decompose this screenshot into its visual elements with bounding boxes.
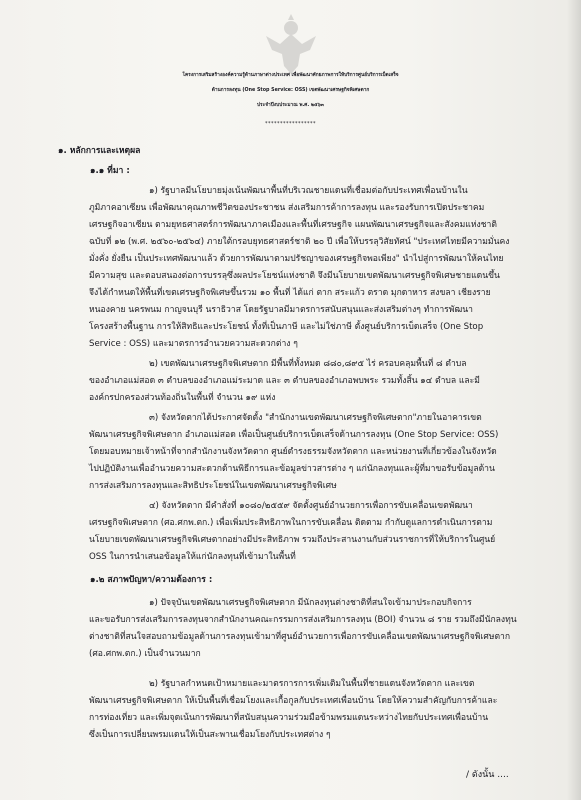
- para1-line: ๑) รัฐบาลมีนโยบายมุ่งเน้นพัฒนาพื้นที่บริเวณชายแดนที่เชื่อมต่อกับประเทศเพื่อนบ้านใน: [149, 186, 468, 196]
- para3-line: พัฒนาเศรษฐกิจพิเศษตาก อำเภอแม่สอด เพื่อเป็นศูนย์บริการเบ็ดเสร็จด้านการลงทุน (One Stop Service: OSS): [89, 430, 499, 440]
- sub11-heading: ๑.๑ ที่มา :: [90, 166, 130, 176]
- para6-line: ซึ่งเป็นการเปลี่ยนพรมแดนให้เป็นสะพานเชื่อมโยงกับประเทศต่าง ๆ: [89, 730, 331, 740]
- para1-line: Service : OSS) และมาตรการอำนวยความสะดวกต่าง ๆ: [89, 339, 298, 349]
- sub12-heading: ๑.๒ สภาพปัญหา/ความต้องการ :: [90, 575, 213, 585]
- para4-line: นโยบายเขตพัฒนาเศรษฐกิจพิเศษตากอย่างมีประสิทธิภาพ รวมถึงประสานงานกับส่วนราชการที่ให้บริการในศูนย์: [89, 535, 496, 545]
- para2-line: องค์กรปกครองส่วนท้องถิ่นในพื้นที่ จำนวน ๑๙ แห่ง: [89, 393, 276, 403]
- para4-line: เศรษฐกิจพิเศษตาก (ศอ.ศกพ.ตก.) เพื่อเพิ่มประสิทธิภาพในการขับเคลื่อน ติดตาม กำกับดูแลการดำเนินการตาม: [89, 518, 493, 528]
- para5-line: (ศอ.ศกพ.ตก.) เป็นจำนวนมาก: [89, 649, 201, 659]
- para3-line: การส่งเสริมการลงทุนและสิทธิประโยชน์ในเขตพัฒนาเศรษฐกิจพิเศษ: [89, 481, 337, 491]
- section1-heading: ๑. หลักการและเหตุผล: [58, 146, 141, 156]
- garuda-emblem-icon: [262, 14, 320, 78]
- doc-title-line-3: ประจำปีงบประมาณ พ.ศ. ๒๕๖๓: [257, 103, 324, 108]
- para1-line: หนองคาย นครพนม กาญจนบุรี นราธิวาส โดยรัฐบาลมีมาตรการสนับสนุนและส่งเสริมต่างๆ ทำการพัฒนา: [89, 305, 473, 315]
- title-separator-stars: *****************: [265, 121, 316, 127]
- para6-line: ๒) รัฐบาลกำหนดเป้าหมายและมาตรการการเพิ่มเติมในพื้นที่ชายแดนจังหวัดตาก และเขต: [149, 679, 475, 689]
- para5-line: ๑) ปัจจุบันเขตพัฒนาเศรษฐกิจพิเศษตาก มีนักลงทุนต่างชาติที่สนใจเข้ามาประกอบกิจการ: [149, 598, 472, 608]
- para5-line: และขอรับการส่งเสริมการลงทุนจากสำนักงานคณะกรรมการส่งเสริมการลงทุน (BOI) จำนวน ๘ ราย รวมถึงมีนักลงทุน: [89, 615, 517, 625]
- para1-line: มีความสุข และตอบสนองต่อการบรรลุซึ่งผลประโยชน์แห่งชาติ จึงมีนโยบายเขตพัฒนาเศรษฐกิจพิเศษชายแดนขึ้น: [89, 271, 500, 281]
- para3-line: ไปปฏิบัติงานเพื่ออำนวยความสะดวกด้านพิธีการและข้อมูลข่าวสารต่าง ๆ แก่นักลงทุนและผู้ที่มาขอรับข้อมูลด้าน: [89, 464, 495, 474]
- para6-line: พัฒนาเศรษฐกิจพิเศษตาก ให้เป็นพื้นที่เชื่อมโยงและเกื้อกูลกับประเทศเพื่อนบ้าน โดยให้ความสำคัญกับการค้าและ: [89, 696, 498, 706]
- para4-line: ๔) จังหวัดตาก มีคำสั่งที่ ๑๐๘๐/๒๕๕๙ จัดตั้งศูนย์อำนวยการเพื่อการขับเคลื่อนเขตพัฒนา: [149, 501, 473, 511]
- para1-line: ภูมิภาคอาเซียน เพื่อพัฒนาคุณภาพชีวิตของประชาชน ส่งเสริมการค้าการลงทุน และรองรับการเปิดประชาคม: [89, 203, 485, 213]
- para3-line: ๓) จังหวัดตากได้ประกาศจัดตั้ง "สำนักงานเขตพัฒนาเศรษฐกิจพิเศษตาก"ภายในอาคารเขต: [149, 413, 482, 423]
- para2-line: ๒) เขตพัฒนาเศรษฐกิจพิเศษตาก มีพื้นที่ทั้งหมด ๘๘๐,๘๙๕ ไร่ ครอบคลุมพื้นที่ ๘ ตำบล: [149, 359, 467, 369]
- para1-line: มั่งคั่ง ยั่งยืน เป็นประเทศพัฒนาแล้ว ด้วยการพัฒนาตามปรัชญาของเศรษฐกิจพอเพียง" นำไปสู่การพัฒนาให้คนไทย: [89, 254, 504, 264]
- doc-title-line-1: โครงการเสริมสร้างองค์ความรู้ด้านภาษาต่างประเทศ เพื่อพัฒนาศักยภาพการให้บริการศูนย์บริการเบ็ดเสร็จ: [182, 73, 399, 78]
- para1-line: จึงได้กำหนดให้พื้นที่เขตเศรษฐกิจพิเศษขึ้นรวม ๑๐ พื้นที่ ได้แก่ ตาก สระแก้ว ตราด มุกดาหาร สงขลา เชียงราย: [89, 288, 491, 298]
- para1-line: โครงสร้างพื้นฐาน การให้สิทธิและประโยชน์ ทั้งที่เป็นภาษี และไม่ใช่ภาษี ตั้งศูนย์บริการเบ็ดเสร็จ (One Stop: [89, 322, 484, 332]
- para2-line: ของอำเภอแม่สอด ๓ ตำบลของอำเภอแม่ระมาด และ ๓ ตำบลของอำเภอพบพระ รวมทั้งสิ้น ๑๔ ตำบล และมี: [89, 376, 480, 386]
- para5-line: ต่างชาติที่สนใจสอบถามข้อมูลด้านการลงทุนเข้ามาที่ศูนย์อำนวยการเพื่อการขับเคลื่อนเขตพัฒนาเศรษฐกิจพิเศษตาก: [89, 632, 511, 642]
- para6-line: การท่องเที่ยว และเพิ่มจุดเน้นการพัฒนาที่สนับสนุนความร่วมมือข้ามพรมแดนระหว่างไทยกับประเทศเพื่อนบ้าน: [89, 713, 489, 723]
- para1-line: ฉบับที่ ๑๒ (พ.ศ. ๒๕๖๐-๒๕๖๔) ภายใต้กรอบยุทธศาสตร์ชาติ ๒๐ ปี เพื่อให้บรรลุวิสัยทัศน์ "ประเทศไทยมีความมั่นคง: [89, 237, 510, 247]
- continued-marker: / ดังนั้น ....: [466, 770, 509, 780]
- para1-line: เศรษฐกิจอาเซียน ตามยุทธศาสตร์การพัฒนาภาคเมืองและพื้นที่เศรษฐกิจ แผนพัฒนาเศรษฐกิจและสังคมแห่งชาติ: [89, 220, 497, 230]
- para4-line: OSS ในการนำเสนอข้อมูลให้แก่นักลงทุนที่เข้ามาในพื้นที่: [89, 552, 296, 562]
- doc-title-line-2: ด้านการลงทุน (One Stop Service: OSS) เขตพัฒนาเศรษฐกิจพิเศษตาก: [211, 88, 370, 93]
- para3-line: โดยมอบหมายเจ้าหน้าที่จากสำนักงานจังหวัดตาก ศูนย์ดำรงธรรมจังหวัดตาก และหน่วยงานที่เกี่ยวข้องในจังหวัด: [89, 447, 497, 457]
